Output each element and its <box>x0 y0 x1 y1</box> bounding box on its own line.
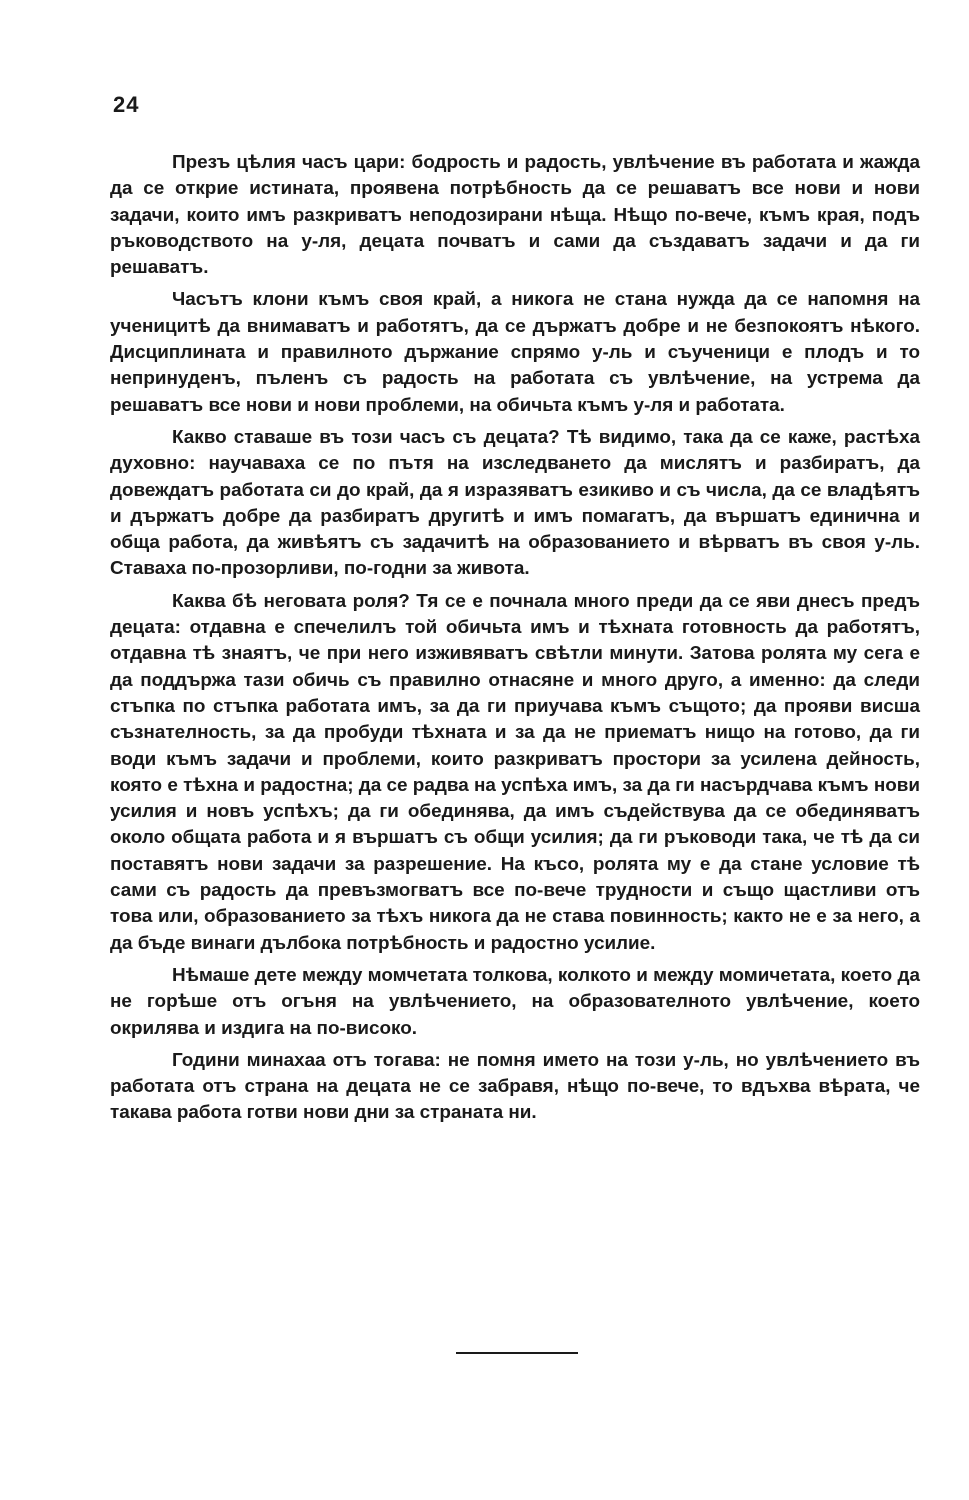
page-number: 24 <box>113 92 140 117</box>
paragraph: Презъ цѣлия часъ цари: бодрость и радость, увлѣчение въ работата и жажда да се открие истината, проявена потрѣбность да се решаватъ все нови и нови задачи, които имъ разкриватъ неподозирани нѣща. Нѣщо по-вече, къмъ края, подъ ръководството на у-ля, децата почватъ и сами да създаватъ задачи и да ги решаватъ. <box>110 152 920 279</box>
paragraph: Години минахаа отъ тогава: не помня името на този у-ль, но увлѣчението въ работата отъ страна на децата не се забравя, нѣщо по-вече, то вдъхва вѣрата, че такава работа готви нови дни за страната ни. <box>110 1049 920 1124</box>
body-text <box>110 150 920 1133</box>
paragraph: Какво ставаше въ този часъ съ децата? Тѣ видимо, така да се каже, растѣха духовно: научаваха се по пътя на изследването да мислятъ и разбиратъ, да довеждатъ работата си до край, да я изразяватъ езикиво и съ числа, да се владѣятъ и държатъ добре да разбиратъ другитѣ и имъ помагатъ, да вършатъ единична и обща работа, да живѣятъ съ задачитѣ на образованието и вѣрватъ въ своя у-ль. Ставаха по-прозорливи, по-годни за живота. <box>110 426 920 580</box>
paragraph: Часътъ клони къмъ своя край, а никога не стана нужда да се напомня на ученицитѣ да внимаватъ и работятъ, да се държатъ добре и не безпокоятъ нѣкого. Дисциплината и правилното държание спрямо у-ль и съученици е плодъ и то непринуденъ, пъленъ съ радость на работата съ увлѣчение, на устрема да решаватъ все нови и нови проблеми, на обичьта къмъ у-ля и работата. <box>110 289 920 416</box>
section-end-rule <box>456 1352 578 1354</box>
paragraph: Каква бѣ неговата роля? Тя се е почнала много преди да се яви днесъ предъ децата: отдавна е спечелилъ той обичьта имъ и тѣхната готовность да работятъ, отдавна тѣ знаятъ, че при него изживяватъ свѣтли минути. Затова ролята му сега е да поддържа тази обичь съ правилно отнасяне и много друго, а именно: да следи стъпка по стъпка работата имъ, за да ги приучава къмъ същото; да прояви висша съзнателность, за да пробуди тѣхната и за да не приематъ нищо на готово, да ги води къмъ задачи и проблеми, които разкриватъ простори за усилена дейность, която е тѣхна и радостна; да се радва на успѣха имъ, за да ги насърдчава къмъ нови усилия и новъ успѣхъ; да ги обединява, да имъ съдействува да се обединяватъ около общата работа и я вършатъ съ общи усилия; да ги ръководи така, че тѣ да си поставятъ нови задачи за разрешение. На късо, ролята му е да стане условие тѣ сами съ радость да превъзмогватъ все по-вече трудности и също щастливи отъ това или, образованието за тѣхъ никога да не става повинность; както не е за него, а да бъде винаги дълбока потрѣбность и радостно усилие. <box>110 590 920 954</box>
paragraph: Нѣмаше дете между момчетата толкова, колкото и между момичетата, което да не горѣше отъ огъня на увлѣчението, на образователното увлѣчение, което окрилява и издига на по-високо. <box>110 964 920 1039</box>
